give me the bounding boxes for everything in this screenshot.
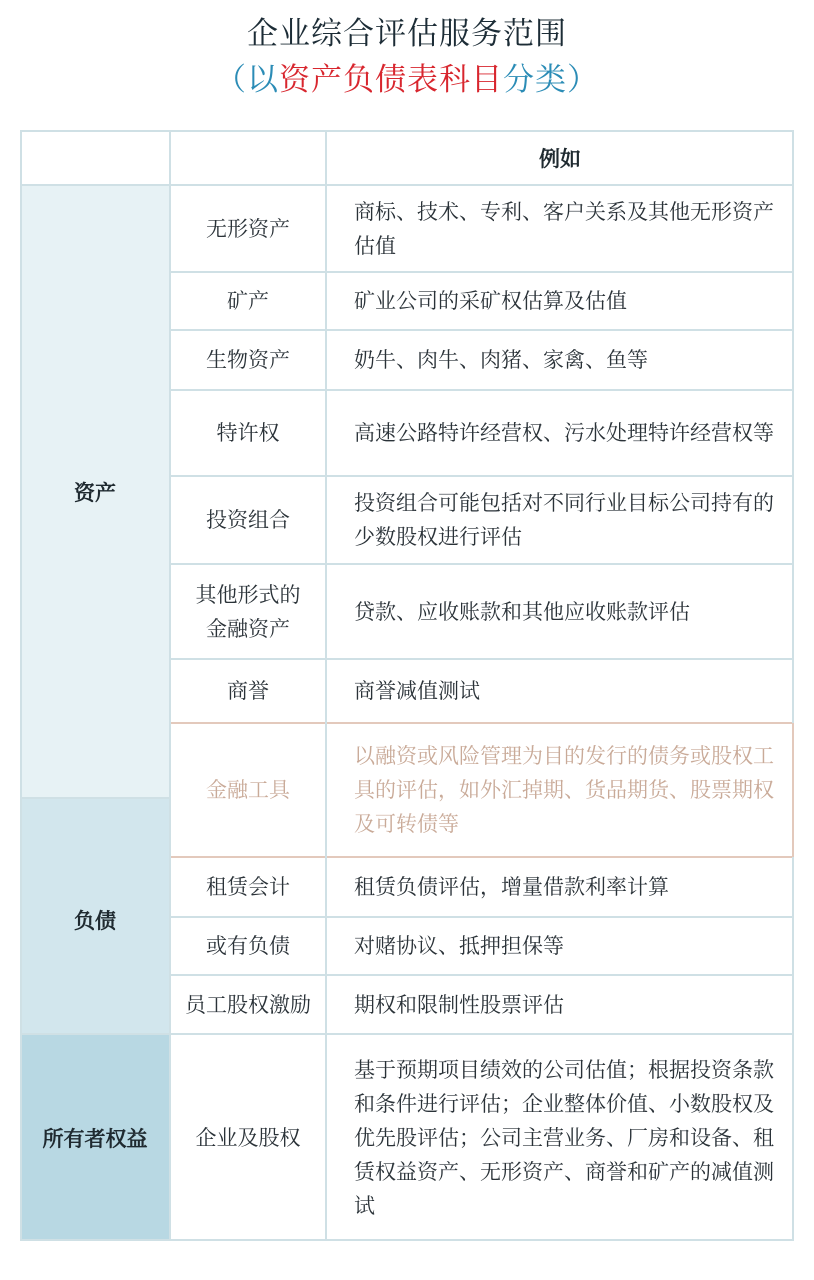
table-border: [20, 130, 794, 132]
subcategory-cell: 特许权: [216, 421, 280, 445]
header-example-cell: 例如: [539, 146, 581, 171]
table-border: [170, 563, 794, 565]
table-border: [20, 797, 170, 799]
example-cell: 期权和限制性股票评估: [354, 992, 564, 1017]
example-cell: 投资组合可能包括对不同行业目标公司持有的少数股权进行评估: [354, 491, 774, 549]
example-cell: 商誉减值测试: [354, 679, 480, 703]
subcategory-cell: 租赁会计: [206, 875, 290, 899]
table-border: [170, 475, 794, 477]
subcategory-cell: 无形资产: [206, 216, 290, 241]
subcategory-cell: 员工股权激励: [185, 992, 311, 1017]
table-border: [792, 130, 794, 1241]
table-border: [20, 184, 794, 186]
category-equity: 所有者权益: [20, 1034, 170, 1241]
table-border: [20, 130, 22, 1241]
example-cell: 高速公路特许经营权、污水处理特许经营权等: [354, 421, 774, 445]
table-border: [170, 974, 794, 976]
subcategory-cell: 投资组合: [206, 508, 290, 532]
subcategory-cell: 金融工具: [206, 778, 290, 802]
subcategory-cell: 其他形式的金融资产: [195, 582, 301, 641]
table-border: [20, 1033, 794, 1035]
table-border: [20, 1239, 794, 1241]
table-border: [170, 329, 794, 331]
header-blank-cell-1: [20, 130, 170, 185]
example-cell: 租赁负债评估，增量借款利率计算: [354, 875, 669, 899]
table-border: [325, 130, 327, 1241]
subtitle-highlight: 资产负债表科目: [279, 62, 503, 98]
table-border: [170, 722, 794, 724]
example-cell: 对赌协议、抵押担保等: [354, 934, 564, 958]
subcategory-cell: 商誉: [227, 679, 269, 703]
header-blank-cell-2: [170, 130, 326, 185]
table-border: [170, 389, 794, 391]
table-border: [170, 271, 794, 273]
table-border: [170, 856, 794, 858]
subtitle-close: 分类）: [503, 62, 599, 98]
subcategory-cell: 或有负债: [206, 934, 290, 958]
subcategory-cell: 企业及股权: [195, 1125, 301, 1150]
table-border: [169, 130, 171, 1241]
table-border: [792, 723, 794, 857]
service-scope-table: [20, 130, 794, 1241]
example-cell: 矿业公司的采矿权估算及估值: [354, 289, 627, 313]
example-cell: 商标、技术、专利、客户关系及其他无形资产估值: [354, 199, 774, 258]
category-assets: 资产: [20, 185, 170, 798]
category-liabilities: 负债: [20, 798, 170, 1034]
subcategory-cell: 矿产: [227, 289, 269, 313]
subtitle-open: （以: [215, 62, 279, 98]
example-cell: 贷款、应收账款和其他应收账款评估: [354, 599, 690, 624]
example-cell: 基于预期项目绩效的公司估值；根据投资条款和条件进行评估；企业整体价值、小数股权及优先股评估；公司主营业务、厂房和设备、租赁权益资产、无形资产、商誉和矿产的减值测试: [354, 1057, 774, 1218]
page-subtitle: [0, 60, 814, 100]
table-border: [170, 658, 794, 660]
page-title: 企业综合评估服务范围: [247, 16, 567, 52]
table-border: [170, 916, 794, 918]
example-cell: 以融资或风险管理为目的发行的债务或股权工具的评估，如外汇掉期、货品期货、股票期权及可转债等: [354, 744, 774, 836]
example-cell: 奶牛、肉牛、肉猪、家禽、鱼等: [354, 348, 648, 372]
subcategory-cell: 生物资产: [206, 348, 290, 372]
